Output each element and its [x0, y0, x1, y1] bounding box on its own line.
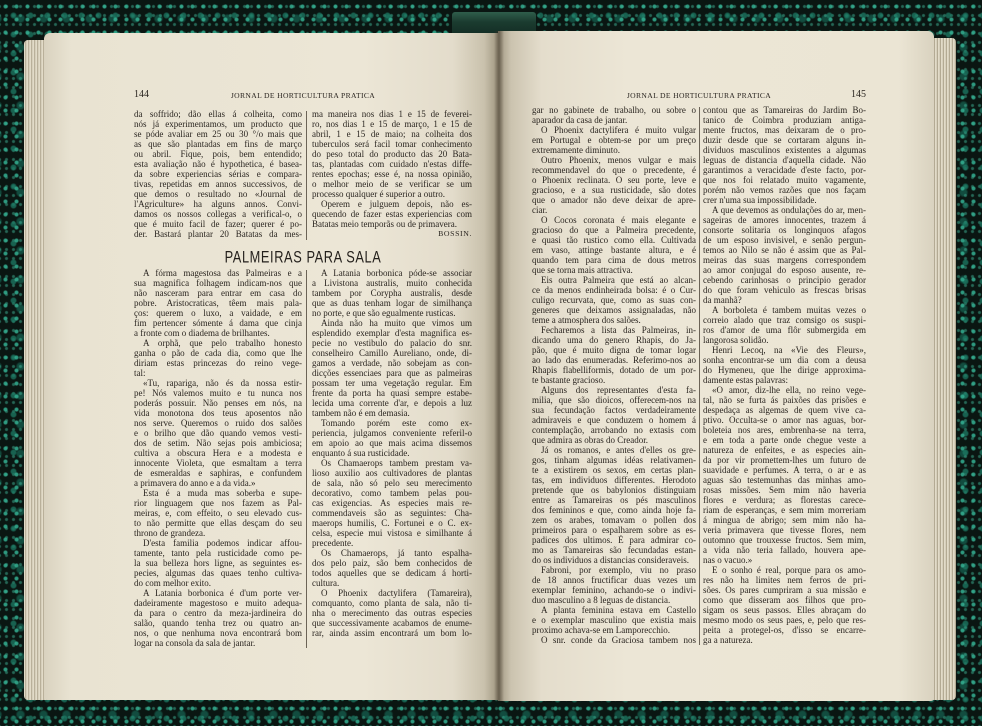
text-line: A planta feminina estava em Castello — [541, 605, 696, 615]
text-line: veria primavera que tivesse flores, nem — [703, 525, 866, 535]
text-line: pobre. Aristocraticas, têem mais pala- — [134, 298, 302, 308]
text-line: processo qualquer é superior a outro. — [312, 189, 445, 199]
text-line: damente estas palavras: — [703, 375, 788, 385]
text-line: pecies, algumas das quaes tenho cultiva- — [134, 568, 302, 578]
text-line: O Phoenix dactylifera (Tamareira), — [321, 588, 472, 598]
text-line: gar no gabinete de trabalho, ou sobre o — [532, 105, 696, 115]
text-line: gos, tinham algumas idéas relativamen- — [532, 455, 696, 465]
text-line: decorativo, como tambem pelas pou- — [312, 488, 472, 498]
text-line: periencia, julgamos conveniente referil-o — [312, 428, 472, 438]
text-line: Alguns dos representantes d'esta fa- — [541, 385, 696, 395]
text-line: leguas de distancia d'aquella cidade. Não — [703, 155, 866, 165]
text-line: do os individuos a distancias consideraveis. — [532, 555, 689, 565]
text-line: em apoio ao que mais acima dissemos — [312, 438, 472, 448]
text-line: da sobre experiencias sérias e compara- — [134, 169, 302, 179]
text-line: cebendo carinhosas o principio gerador — [703, 275, 866, 285]
text-line: a vida não teria fallado, houvera ape- — [703, 545, 866, 555]
text-line: teme a atmosphera dos salões. — [532, 315, 641, 325]
text-line: se póde avaliar em 25 ou 30 °/o mais que — [134, 129, 302, 139]
text-line: nas o vacuo.» — [703, 555, 753, 565]
text-line: as que são plantadas em fins de março — [134, 139, 302, 149]
text-line: em vaso, attinge bastante altura, e é — [532, 245, 696, 255]
text-line: outomno que trouxesse fructos. Sem mim, — [703, 535, 866, 545]
text-line: damos os nossos collegas a verifical-o, o — [134, 209, 302, 219]
text-line: D'esta familia podemos indicar affou- — [143, 538, 302, 548]
text-line: pecie no vestibulo do palacio do snr. — [312, 338, 472, 348]
text-line: «O amor, diz-lhe ella, no reino vege- — [712, 385, 866, 395]
text-line: e quasi tão rustico como ella. Cultivada — [532, 235, 696, 245]
text-line: precedente. — [312, 538, 354, 548]
paragraph — [312, 458, 472, 548]
text-line: da manhã? — [703, 295, 742, 305]
text-line: da para o centro da meza-jardineira do — [134, 608, 302, 618]
text-line: possam ter uma vegetação regular. Em — [312, 378, 472, 388]
text-line: Henri Lecoq, na «Vie des Fleurs», — [712, 345, 866, 355]
paragraph — [532, 125, 696, 155]
text-line: ou abril. Fique, pois, bem entendido; — [134, 149, 302, 159]
paragraph — [134, 338, 302, 378]
text-line: Fecharemos a lista das Palmeiras, in- — [541, 325, 696, 335]
text-line: milia, que são dioicos, offerecem-nos na — [532, 395, 696, 405]
text-line: riam de esperanças, e sem mim morreriam — [703, 505, 866, 515]
text-line: aparador da casa de jantar. — [532, 115, 628, 125]
text-line: proximo achava-se em Lamporecchio. — [532, 625, 670, 635]
text-line: tanico de Coimbra produziam antiga- — [703, 115, 866, 125]
text-line: pe! Nós valemos muito e tu nunca nos — [134, 388, 302, 398]
text-line: dadeiramente magestoso e muito adequa- — [134, 598, 302, 608]
text-line: generes que deixamos assignaladas, não — [532, 305, 696, 315]
text-line: ao lado das enumeradas. Referimo-nos ao — [532, 355, 696, 365]
paragraph — [312, 109, 472, 199]
text-line: Batatas meio temporãs ou de primavera. — [312, 219, 457, 229]
text-line: culigo recurvata, que, como as suas con- — [532, 295, 696, 305]
text-line: ciar. — [532, 205, 548, 215]
text-line: meiras das suas margens correspondem — [703, 255, 866, 265]
text-line: admiraveis e que conduzem o homem á — [532, 415, 696, 425]
text-line: meiras, e, com effeito, o seu elevado cus- — [134, 508, 302, 518]
paragraph — [312, 418, 472, 458]
column — [312, 109, 472, 229]
running-head: JORNAL DE HORTICULTURA PRATICA — [626, 91, 772, 100]
text-line: tal, não se furta ás paixões das prisões e — [703, 395, 866, 405]
paragraph — [134, 588, 302, 648]
paragraph — [532, 275, 696, 325]
author-signature: BOSSIN. — [438, 229, 472, 238]
text-line: conselheiro Camillo Aureliano, onde, di- — [312, 348, 472, 358]
text-line: Operem e julguem depois, não es- — [321, 199, 472, 209]
paragraph — [703, 345, 866, 385]
text-line: dos femininos e que, como ainda hoje fa- — [532, 505, 696, 515]
column — [134, 109, 302, 239]
page-number: 144 — [134, 89, 149, 100]
text-line: maerops humilis, C. Fortunei e o C. ex- — [312, 518, 472, 528]
text-line: Os Chamaerops tambem prestam va- — [321, 458, 472, 468]
text-line: da por vir promettem-lhes um futuro de — [703, 455, 866, 465]
text-line: em Portugal e obtem-se por um preço — [532, 135, 696, 145]
text-line: poderás possuir. Não penses em nós, na — [134, 398, 302, 408]
text-line: esta avaliação não é hypothetica, é basea- — [134, 159, 302, 169]
text-line: cultiva a obscura Hera e a modesta e — [134, 448, 302, 458]
text-line: dicando uma do genero Rhapis, do Ja- — [532, 335, 696, 345]
text-line: que se torna mais attractiva. — [532, 265, 633, 275]
text-line: á mingua de abrigo; sem mim não ha- — [703, 515, 866, 525]
text-line: entre as Tamareiras os pés masculinos — [532, 495, 696, 505]
text-line: nos serve. Queremos o ruido dos salões — [134, 418, 302, 428]
text-line: não nasceram para entrar em casa do — [134, 288, 302, 298]
text-line: aguas são testemunhas das minhas amo- — [703, 475, 866, 485]
text-line: mente fructos, mas deixaram de o pro- — [703, 125, 866, 135]
text-line: duzir desde que se cortaram alguns in- — [703, 135, 866, 145]
text-line: consorte solitaria os longinquos afagos — [703, 225, 866, 235]
text-line: sageiras de amores innocentes, trazem á — [703, 215, 866, 225]
text-line: te a existirem os sexos, em certas plan- — [532, 465, 696, 475]
text-line: gracioso do que a Palmeira precedente, — [532, 225, 696, 235]
column-divider — [306, 270, 307, 648]
text-line: mesmo modo os seus paes, e, pelo que res- — [703, 615, 866, 625]
text-line: de esmeraldas e saphiras, e confundem — [134, 468, 302, 478]
text-line: que o amador não deve deixar de apre- — [532, 195, 696, 205]
text-line: esplendido exemplar d'esta magnifica es- — [312, 328, 472, 338]
column — [312, 268, 472, 638]
paragraph — [134, 538, 302, 588]
text-line: quecendo de fazer estas experiencias com — [312, 209, 472, 219]
paragraph — [134, 378, 302, 488]
text-line: cultura. — [312, 578, 340, 588]
text-line: rior linguagem que nos fazem as Pal- — [134, 498, 302, 508]
column — [134, 268, 302, 648]
text-line: gracioso, e a sua rusticidade, são dotes — [532, 185, 696, 195]
text-line: de 18 annos fructificar duas vezes um — [532, 575, 696, 585]
paragraph — [134, 268, 302, 338]
text-line: fim pertencer sómente á dama que cinja — [134, 318, 302, 328]
paragraph — [532, 105, 696, 125]
text-line: todos aquelles que se dedicam á horti- — [312, 568, 472, 578]
text-line: Já os romanos, e antes d'elles os gre- — [541, 445, 696, 455]
paragraph — [703, 305, 866, 345]
text-line: logar na consola da sala de jantar. — [134, 638, 256, 648]
text-line: zem os arabes, tomavam o pollen dos — [532, 515, 696, 525]
column — [532, 105, 696, 645]
text-line: peita a protegel-os, d'isso se encarre- — [703, 625, 866, 635]
text-line: rentes epochas; esse é, na nossa opinião, — [312, 169, 472, 179]
text-line: Rhapis flabelliformis, dotado de um por- — [532, 365, 696, 375]
page-number: 145 — [851, 89, 866, 100]
text-line: tas, plantadas com cuidado n'estas diffe- — [312, 159, 472, 169]
text-line: nós já experimentamos, um producto que — [134, 119, 302, 129]
text-line: E o sonho é real, porque para os amo- — [712, 565, 866, 575]
text-line: da soffrido; dão ellas á colheita, como — [134, 109, 302, 119]
text-line: no porte, e que são egualmente rusticas. — [312, 308, 456, 318]
text-line: pão, que é muito digna de tomar logar — [532, 345, 696, 355]
text-line: dos de setim. Não sejas pois ambiciosa; — [134, 438, 302, 448]
text-line: que as duas tenham logar de similhança — [312, 298, 472, 308]
text-line: despedaça as algemas de quem vive ca- — [703, 405, 866, 415]
text-line: lioso auxilio aos cultivadores de plantas — [312, 468, 472, 478]
text-line: que nos foi relatado muito vagamente, — [703, 175, 866, 185]
text-line: nha o merecimento das outras especies — [312, 608, 472, 618]
text-line: mo as Tamareiras são fecundadas estan- — [532, 545, 696, 555]
text-line: to não permitte que ellas desçam do seu — [134, 518, 302, 528]
text-line: ros d'amor de uma flôr submergida em — [703, 325, 866, 335]
text-line: res não ha limites nem ferros de pri- — [703, 575, 866, 585]
text-line: boleteia nos ares, embrenha-se na terra, — [703, 425, 866, 435]
text-line: «Tu, rapariga, não és da nossa estir- — [143, 378, 302, 388]
text-line: o melhor meio de se verificar se um — [312, 179, 472, 189]
text-line: Esta é a muda mas soberba e supe- — [143, 488, 302, 498]
text-line: rosas missões. Sem mim não haveria — [703, 485, 866, 495]
text-line: garantimos a veracidade d'este facto, por- — [703, 165, 866, 175]
text-line: A que devemos as ondulações do ar, men- — [712, 205, 866, 215]
text-line: comquanto, como planta de sala, não ti- — [312, 598, 472, 608]
paragraph — [312, 199, 472, 229]
text-line: A Latania borbonica póde-se associar — [321, 268, 472, 278]
text-line: a Livistona australis, muito conhecida — [312, 278, 472, 288]
text-line: crer n'uma sua impossibilidade. — [703, 195, 817, 205]
text-line: e o exemplar masculino que existia mais — [532, 615, 696, 625]
paragraph — [532, 565, 696, 605]
text-line: ao amor conjugal do esposo ausente, re- — [703, 265, 866, 275]
text-line: como que disseram aos filhos que pro- — [703, 595, 866, 605]
text-line: commendaveis são as seguintes: Cha- — [312, 508, 472, 518]
text-line: de um esposo invisivel, e senão pergun- — [703, 235, 866, 245]
text-line: celsa, especie mui vistosa e similhante á — [312, 528, 472, 538]
text-line: Ainda não ha muito que vimos um — [321, 318, 472, 328]
text-line: do peso total do producto das 20 Bata- — [312, 149, 472, 159]
text-line: flores e verdura; as florestas carece- — [703, 495, 866, 505]
paragraph — [312, 548, 472, 588]
text-line: natureza de enfeites, e as especies ain- — [703, 445, 866, 455]
text-line: pretende que os babylonios distinguiam — [532, 485, 696, 495]
text-line: exemplar feminino, achando-se o indivi- — [532, 585, 696, 595]
text-line: cas exigencias. As especies mais re- — [312, 498, 472, 508]
text-line: te bastante gracioso. — [532, 375, 606, 385]
paragraph — [134, 109, 302, 239]
text-line: Tomando porém este como ex- — [321, 418, 472, 428]
text-line: Fabroni, por exemplo, viu no praso — [541, 565, 696, 575]
text-line: dos pelo paiz, são bem conhecidos de — [312, 558, 472, 568]
text-line: do com melhor exito. — [134, 578, 211, 588]
text-line: langorosa solidão. — [703, 335, 769, 345]
paragraph — [312, 268, 472, 318]
text-line: enquanto á sua rusticidade. — [312, 448, 410, 458]
text-line: ços: querem o luxo, a vaidade, e em — [134, 308, 302, 318]
paragraph — [532, 215, 696, 275]
text-line: o Phoenix reclinata. O seu porte, leve e — [532, 175, 696, 185]
text-line: tivas, repetidas em annos successivos, de — [134, 179, 302, 189]
text-line: tambem não é em demasia. — [312, 408, 410, 418]
paragraph — [532, 445, 696, 565]
text-line: ptivo. Occulta-se o amor nas aguas, bor- — [703, 415, 866, 425]
text-line: suavidade e perfumes. A terra, o ar e as — [703, 465, 866, 475]
text-line: contou que as Tamareiras do Jardim Bo- — [703, 105, 866, 115]
running-head: JORNAL DE HORTICULTURA PRATICA — [230, 91, 376, 100]
paragraph — [134, 488, 302, 538]
text-line: que é muito facil de fazer; querer é po- — [134, 219, 302, 229]
text-line: la sua belleza hors ligne, as seguintes es- — [134, 558, 302, 568]
text-line: A fórma magestosa das Palmeiras e a — [143, 268, 302, 278]
text-line: duo masculino a 8 leguas de distancia. — [532, 595, 671, 605]
text-line: e em toda a parte onde chegue veste a — [703, 435, 866, 445]
text-line: throno de grandeza. — [134, 528, 206, 538]
text-line: que successivamente acabamos de enume- — [312, 618, 472, 628]
text-line: l'Agriculture» ha alguns annos. Convi- — [134, 199, 302, 209]
text-line: ce da menos endinheirada bolsa: é o Cur- — [532, 285, 696, 295]
text-line: A orphã, que pelo trabalho honesto — [143, 338, 302, 348]
text-line: O Phoenix dactylifera é muito vulgar — [541, 125, 696, 135]
text-line: ganha o pão de cada dia, como que lhe — [134, 348, 302, 358]
column-divider — [699, 107, 700, 645]
text-line: a primavera do anno e a da vida.» — [134, 478, 256, 488]
text-line: innocente Violeta, que esmaltam a terra — [134, 458, 302, 468]
text-line: O Cocos coronata é mais elegante e — [541, 215, 696, 225]
text-line: tas, em individuos differentes. Herodoto — [532, 475, 696, 485]
text-line: tambem por Corypha australis, desde — [312, 288, 472, 298]
text-line: abril, 1 e 15 de maio; na colheita dos — [312, 129, 472, 139]
text-line: A borboleta é tambem muitas vezes o — [712, 305, 866, 315]
text-line: tuberculos será facil tomar conhecimento — [312, 139, 472, 149]
text-line: temos ao Nilo se não é assim que as Pal- — [703, 245, 866, 255]
paragraph — [703, 565, 866, 645]
paragraph — [703, 105, 866, 205]
text-line: sonha encontrar-se um dia com a deusa — [703, 355, 866, 365]
text-line: do Hymeneu, que lhe dirige approxima- — [703, 365, 866, 375]
text-line: de sala, não só pelo seu merecimento — [312, 478, 472, 488]
text-line: correio alado que traz comsigo os suspi- — [703, 315, 866, 325]
text-line: dividuos masculinos existentes a algumas — [703, 145, 866, 155]
text-line: salão, quando tenha trez ou quatro an- — [134, 618, 302, 628]
paragraph — [532, 635, 696, 645]
paragraph — [532, 385, 696, 445]
text-line: sua magnifica folhagem indicam-nos que — [134, 278, 302, 288]
text-line: Os Chamaerops, já tanto espalha- — [321, 548, 472, 558]
text-line: Outro Phoenix, menos vulgar e mais — [541, 155, 696, 165]
paragraph — [703, 385, 866, 565]
text-line: que demos o resultado no «Journal de — [134, 189, 302, 199]
text-line: sua fecundação factos verdadeiramente — [532, 405, 696, 415]
text-line: recommendavel do que o precedente, é — [532, 165, 696, 175]
text-line: gamos a verdade, não sobejam as con- — [312, 358, 472, 368]
text-line: lecida uma corrente d'ar, e depois a luz — [312, 398, 472, 408]
text-line: sigam os seus passos. Elles abraçam do — [703, 605, 866, 615]
text-line: ga a natureza. — [703, 635, 753, 645]
text-line: Eis outra Palmeira que está ao alcan- — [541, 275, 696, 285]
text-line: ro, nos dias 1 e 15 de março, 1 e 15 de — [312, 119, 472, 129]
text-line: der. Bastará plantar 20 Batatas da mes- — [134, 229, 302, 239]
paragraph — [312, 318, 472, 418]
paragraph — [532, 155, 696, 215]
text-line: nos, o que nenhuma nova encontrará bom — [134, 628, 302, 638]
text-line: quando tem para cima de dous metros — [532, 255, 696, 265]
paragraph — [532, 605, 696, 635]
column-divider — [306, 111, 307, 240]
text-line: extremamente diminuto. — [532, 145, 620, 155]
text-line: diriam estas princezas do reino vege- — [134, 358, 302, 368]
text-line: frente da porta ha quasi sempre estabe- — [312, 388, 472, 398]
paragraph — [532, 325, 696, 385]
text-line: sões. Os pares cumpriram a sua missão e — [703, 585, 866, 595]
text-line: tamente, tanto pela rusticidade como pe- — [134, 548, 302, 558]
text-line: A Latania borbonica é d'um porte ver- — [143, 588, 302, 598]
text-line: O snr. conde da Graciosa tambem nos — [541, 635, 696, 645]
text-line: porém não vemos razões que nos façam — [703, 185, 866, 195]
book-gutter — [494, 31, 504, 701]
text-line: contemplação, arrobando no extasis com — [532, 425, 696, 435]
text-line: do que foram vehiculo as frescas brisas — [703, 285, 866, 295]
column — [703, 105, 866, 645]
text-line: dicções essenciaes para que as palmeiras — [312, 368, 472, 378]
text-line: vida monotona dos teus aposentos não — [134, 408, 302, 418]
text-line: que admira as obras do Creador. — [532, 435, 648, 445]
text-line: rar, ainda assim encontrará um bom lo- — [312, 628, 472, 638]
paragraph — [312, 588, 472, 638]
text-line: ma maneira nos dias 1 e 15 de feverei- — [312, 109, 472, 119]
text-line: a fronte com o diadema de brilhantes. — [134, 328, 270, 338]
text-line: padices dos ultimos. É para admirar co- — [532, 535, 696, 545]
article-title: PALMEIRAS PARA SALA — [224, 246, 382, 267]
text-line: e o brilho que dão quando vemos vesti- — [134, 428, 302, 438]
paragraph — [703, 205, 866, 305]
text-line: primeiros para o espalharem sobre as es- — [532, 525, 696, 535]
text-line: tal: — [134, 368, 146, 378]
